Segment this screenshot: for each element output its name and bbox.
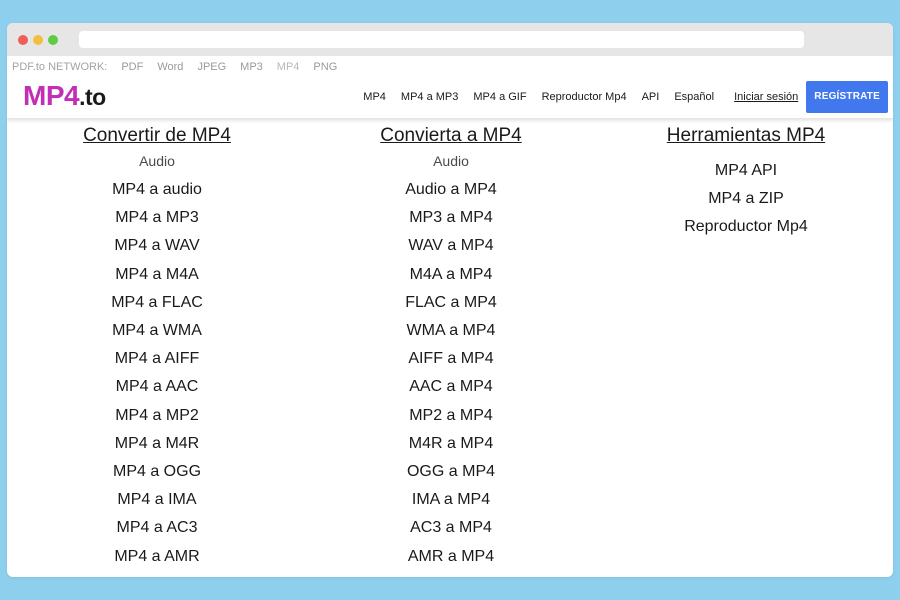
column-convert-from [12,125,302,571]
conversion-link[interactable]: Audio a MP4 [405,181,497,198]
column-title: Herramientas MP4 [666,125,826,146]
conversion-link[interactable]: MP4 a AMR [114,547,200,565]
site-header [7,78,893,119]
main-content [7,119,893,565]
nav-mp4[interactable]: MP4 [363,91,386,103]
conversion-link[interactable]: AC3 a MP4 [410,519,492,537]
network-link-jpeg[interactable]: JPEG [197,61,227,73]
column-convert-to [306,125,596,571]
conversion-link[interactable]: MP4 a MP2 [115,406,199,424]
conversion-link[interactable]: AAC a MP4 [409,378,493,396]
conversion-link[interactable]: MP4 a MP3 [115,209,199,227]
conversion-link[interactable]: OGG a MP4 [406,463,496,481]
conversion-link[interactable]: MP4 API [714,162,778,179]
network-link-pdf[interactable]: PDF [121,61,144,73]
conversion-link[interactable]: M4R a MP4 [408,434,494,452]
conversion-link[interactable]: MP3 a MP4 [409,209,493,227]
maximize-window-button[interactable] [48,35,58,45]
minimize-window-button[interactable] [33,35,43,45]
conversion-link[interactable]: Reproductor Mp4 [684,218,808,236]
conversion-link[interactable]: M4A a MP4 [409,265,493,283]
conversion-link[interactable]: MP4 a AIFF [114,350,200,368]
nav-mp4-a-mp3[interactable]: MP4 a MP3 [400,91,459,103]
column-title: Convierta a MP4 [380,125,522,146]
address-bar[interactable] [79,31,804,48]
main-nav [348,81,888,113]
browser-window [7,23,893,577]
conversion-link[interactable]: MP4 a FLAC [111,293,203,311]
nav-api[interactable]: API [641,91,660,103]
network-link-mp3[interactable]: MP3 [240,61,263,73]
network-label: PDF.to NETWORK: [12,61,108,73]
conversion-link[interactable]: AMR a MP4 [407,547,495,565]
conversion-link[interactable]: MP4 a M4R [114,434,200,452]
nav-mp4-a-gif[interactable]: MP4 a GIF [473,91,527,103]
conversion-link[interactable]: AIFF a MP4 [408,350,494,368]
column-tools [601,125,891,242]
nav-reproductor[interactable]: Reproductor Mp4 [541,91,627,103]
conversion-link[interactable]: MP4 a WMA [112,322,202,340]
conversion-link[interactable]: MP4 a OGG [112,463,202,481]
network-link-png[interactable]: PNG [313,61,338,73]
network-link-word[interactable]: Word [157,61,184,73]
close-window-button[interactable] [18,35,28,45]
network-link-mp4[interactable]: MP4 [276,61,300,73]
conversion-link[interactable]: MP4 a WAV [114,237,200,255]
logo-main: MP4 [23,80,80,111]
conversion-link[interactable]: MP4 a AAC [115,378,199,396]
conversion-link[interactable]: MP4 a ZIP [708,190,784,208]
column-subtitle: Audio [433,153,469,169]
conversion-link[interactable]: MP4 a M4A [115,265,199,283]
conversion-link[interactable]: MP4 a AC3 [116,519,198,537]
signup-button[interactable]: REGÍSTRATE [806,81,888,113]
conversion-link[interactable]: MP4 a audio [112,181,202,198]
title-bar [7,23,893,56]
column-title: Convertir de MP4 [83,125,231,146]
conversion-link[interactable]: MP4 a IMA [117,491,197,509]
conversion-link[interactable]: IMA a MP4 [411,491,491,509]
logo-suffix: .to [79,84,106,110]
conversion-link[interactable]: FLAC a MP4 [405,293,497,311]
language-selector[interactable]: Español [674,91,715,103]
login-link[interactable]: Iniciar sesión [734,91,799,103]
conversion-link[interactable]: MP2 a MP4 [409,406,493,424]
conversion-link[interactable]: WMA a MP4 [406,322,496,340]
column-subtitle: Audio [139,153,175,169]
site-logo[interactable] [23,79,106,114]
network-bar [7,56,893,78]
conversion-link[interactable]: WAV a MP4 [408,237,494,255]
